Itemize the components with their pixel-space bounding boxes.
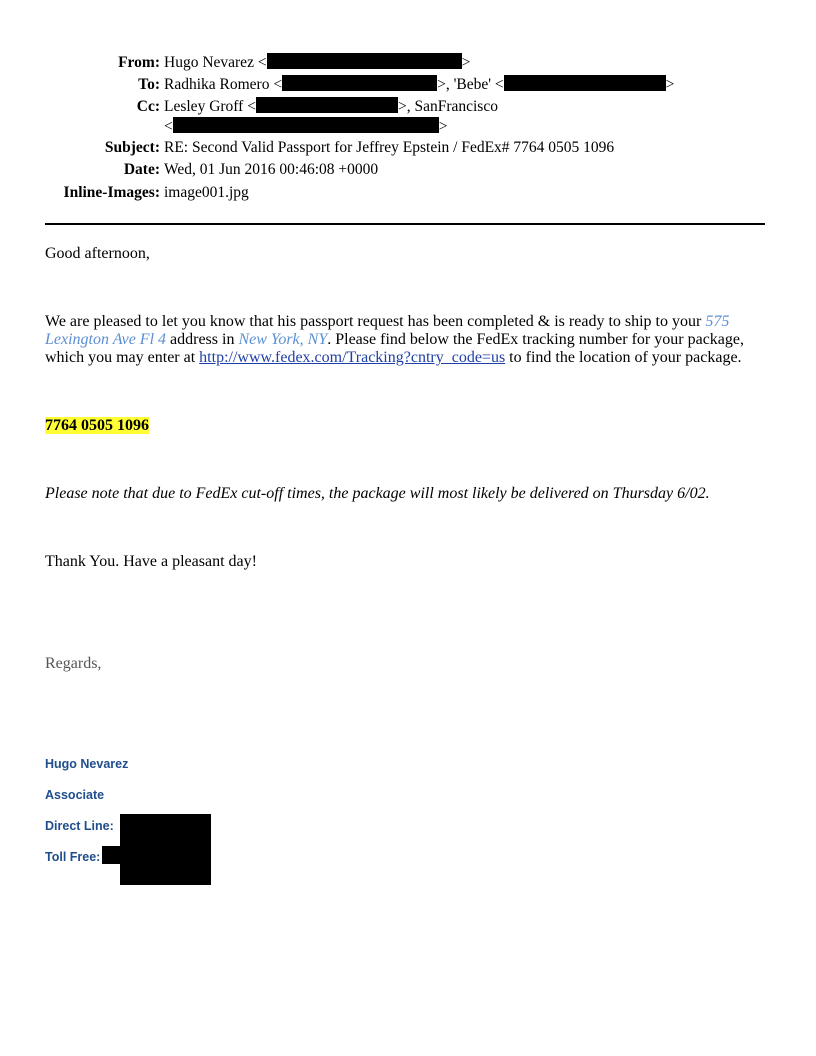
- to-name: Radhika Romero <: [164, 76, 283, 93]
- thanks-line: Thank You. Have a pleasant day!: [45, 553, 257, 570]
- address-link[interactable]: 575: [705, 313, 730, 330]
- delivery-note: Please note that due to FedEx cut-off times, the package will most likely be delivered on Thursday 6/02.: [45, 485, 710, 502]
- tracking-number-row: [45, 417, 770, 435]
- redaction-box: [256, 97, 398, 113]
- redaction-box: [267, 53, 462, 69]
- fedex-tracking-link[interactable]: http://www.fedex.com/Tracking?cntry_code=us: [199, 349, 506, 366]
- from-close: >: [461, 54, 471, 71]
- signature-name: Hugo Nevarez: [45, 757, 129, 771]
- to-close: >: [665, 76, 675, 93]
- subject-row: [0, 137, 816, 159]
- redaction-box: [504, 75, 666, 91]
- redaction-box: [102, 846, 124, 864]
- inline-images-value: image001.jpg: [164, 184, 249, 201]
- paragraph-text: . Please find below the FedEx tracking number for your package,: [327, 331, 744, 348]
- from-name: Hugo Nevarez <: [164, 54, 267, 71]
- tracking-number: 7764 0505 1096: [45, 417, 149, 434]
- paragraph-text: which you may enter at: [45, 349, 200, 366]
- to-sep: >, 'Bebe' <: [437, 76, 504, 93]
- cc-name: Lesley Groff <: [164, 98, 256, 115]
- cc-row-2: [0, 116, 816, 138]
- subject-value: RE: Second Valid Passport for Jeffrey Epstein / FedEx# 7764 0505 1096: [164, 139, 615, 156]
- date-row: [0, 159, 816, 181]
- to-row: [0, 74, 816, 96]
- paragraph-text: We are pleased to let you know that his passport request has been completed & is ready to ship to your: [45, 313, 706, 330]
- direct-line-label: Direct Line:: [45, 819, 114, 833]
- inline-images-row: [0, 182, 816, 204]
- subject-label: Subject:: [104, 139, 160, 156]
- redaction-box: [120, 814, 211, 885]
- date-label: Date:: [123, 161, 160, 178]
- inline-images-label: Inline-Images:: [63, 184, 160, 201]
- header-divider: [45, 223, 765, 225]
- greeting: Good afternoon,: [45, 245, 150, 262]
- regards-line: Regards,: [45, 655, 102, 672]
- paragraph-text: to find the location of your package.: [505, 349, 742, 366]
- message-paragraph: [45, 313, 770, 367]
- cc-row: [0, 96, 816, 118]
- from-row: [0, 52, 816, 74]
- to-label: To:: [138, 76, 160, 93]
- cc-close: >: [438, 118, 448, 135]
- address-link[interactable]: Lexington Ave Fl 4: [45, 331, 167, 348]
- paragraph-text: address in: [166, 331, 239, 348]
- cc-label: Cc:: [136, 98, 160, 115]
- from-label: From:: [118, 54, 160, 71]
- city-link[interactable]: New York, NY: [238, 331, 328, 348]
- redaction-box: [173, 117, 439, 133]
- date-value: Wed, 01 Jun 2016 00:46:08 +0000: [164, 161, 379, 178]
- signature-title: Associate: [45, 788, 105, 802]
- cc-sep: >, SanFrancisco: [397, 98, 498, 115]
- toll-free-label: Toll Free:: [45, 850, 101, 864]
- redaction-box: [282, 75, 437, 91]
- cc-open: <: [164, 118, 173, 135]
